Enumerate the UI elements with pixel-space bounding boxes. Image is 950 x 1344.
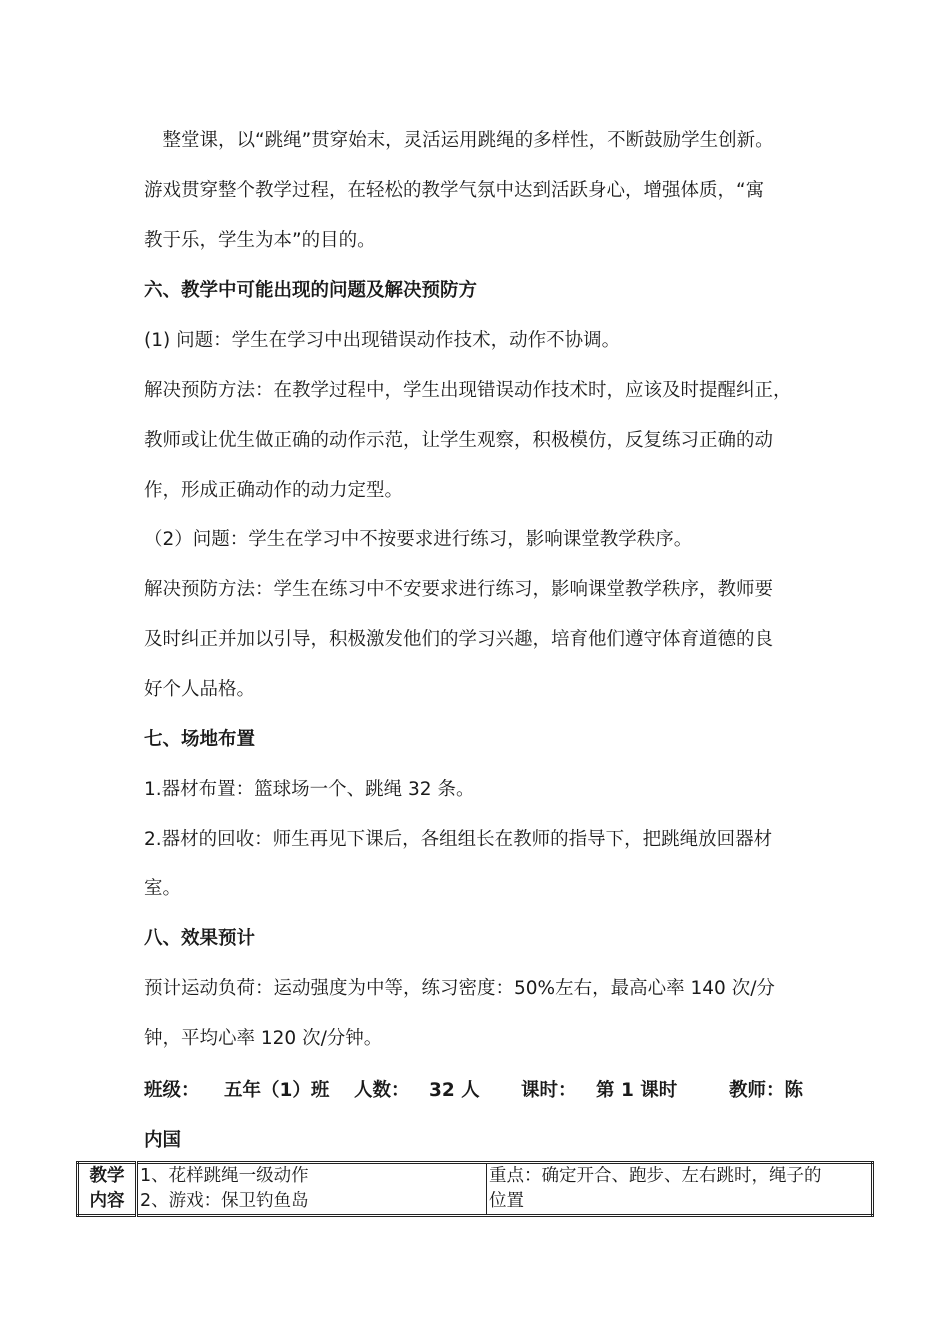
count-value: 32 人: [429, 1080, 480, 1101]
key-line: 位置: [489, 1191, 524, 1211]
table-row: [78, 1163, 873, 1216]
paragraph-line: 解决预防方法：学生在练习中不安要求进行练习，影响课堂教学秩序，教师要: [144, 579, 774, 600]
content-line: 1、花样跳绳一级动作: [140, 1166, 309, 1186]
paragraph-line: 整堂课，以“跳绳”贯穿始末，灵活运用跳绳的多样性，不断鼓励学生创新。: [144, 130, 774, 151]
paragraph-line: 及时纠正并加以引导，积极激发他们的学习兴趣，培育他们遵守体育道德的良: [144, 629, 774, 650]
key-point-cell: [487, 1163, 873, 1216]
paragraph-line: 教师或让优生做正确的动作示范，让学生观察，积极模仿，反复练习正确的动: [144, 430, 774, 451]
teacher-label: 教师：陈: [729, 1080, 804, 1101]
paragraph-line: 2.器材的回收：师生再见下课后，各组组长在教师的指导下，把跳绳放回器材: [144, 829, 773, 850]
paragraph-line: (1) 问题：学生在学习中出现错误动作技术，动作不协调。: [144, 330, 621, 351]
key-line: 重点：确定开合、跑步、左右跳时，绳子的: [489, 1166, 822, 1186]
paragraph-line: 解决预防方法：在教学过程中，学生出现错误动作技术时，应该及时提醒纠正，: [144, 380, 792, 401]
paragraph-line: 室。: [144, 878, 182, 899]
paragraph-line: 游戏贯穿整个教学过程，在轻松的教学气氛中达到活跃身心，增强体质，“寓: [144, 180, 765, 201]
paragraph-line: 预计运动负荷：运动强度为中等，练习密度：50%左右，最高心率 140 次/分: [144, 978, 775, 999]
paragraph-line: 钟，平均心率 120 次/分钟。: [144, 1028, 383, 1049]
count-label: 人数：: [354, 1080, 410, 1101]
teacher-name: 内国: [144, 1130, 182, 1151]
period-label: 课时：: [521, 1080, 577, 1101]
teaching-content-cell: [137, 1163, 487, 1216]
lesson-table: [76, 1161, 874, 1217]
paragraph-line: 教于乐，学生为本”的目的。: [144, 230, 376, 251]
table-header-cell: [78, 1163, 137, 1216]
paragraph-line: （2）问题：学生在学习中不按要求进行练习，影响课堂教学秩序。: [144, 529, 693, 550]
section-heading-8: 八、效果预计: [144, 928, 256, 949]
header-line: 教学: [89, 1166, 125, 1186]
paragraph-line: 1.器材布置：篮球场一个、跳绳 32 条。: [144, 779, 475, 800]
paragraph-line: 好个人品格。: [144, 679, 256, 700]
paragraph-line: 作，形成正确动作的动力定型。: [144, 480, 404, 501]
period-value: 第 1 课时: [596, 1080, 678, 1101]
content-line: 2、游戏：保卫钓鱼岛: [140, 1191, 309, 1211]
header-line: 内容: [89, 1191, 125, 1211]
section-heading-7: 七、场地布置: [144, 729, 256, 750]
section-heading-6: 六、教学中可能出现的问题及解决预防方: [144, 280, 478, 301]
class-value: 五年（1）班: [224, 1080, 330, 1101]
class-label: 班级：: [144, 1080, 200, 1101]
